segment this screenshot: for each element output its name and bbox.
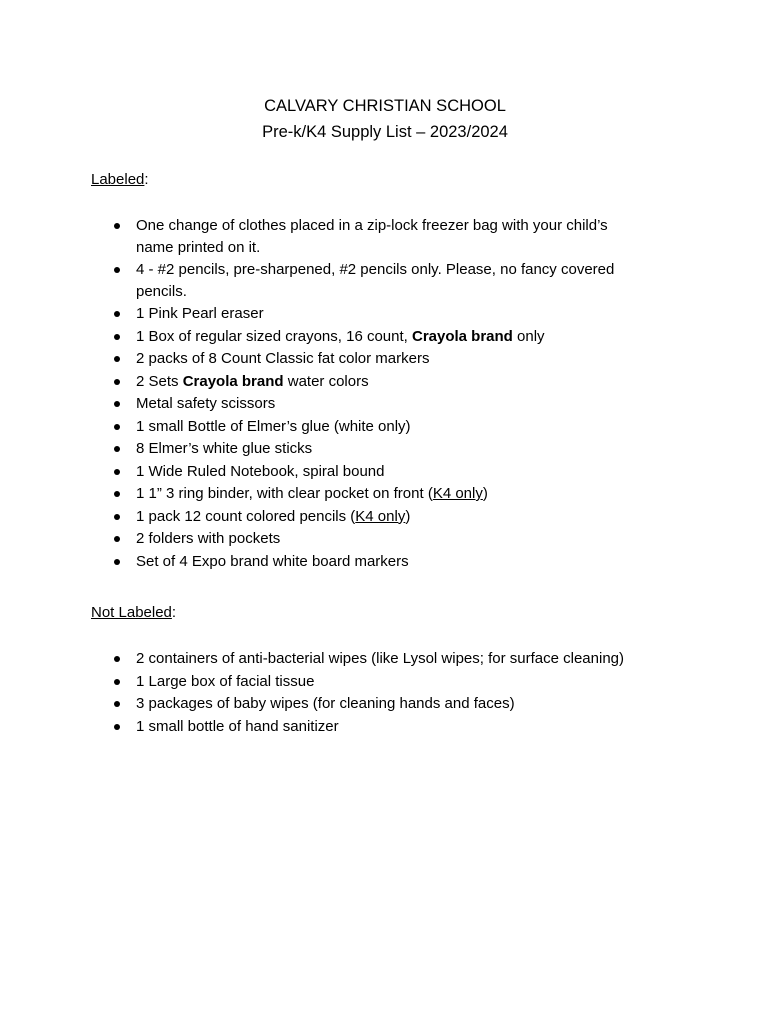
bullet-icon: [114, 424, 120, 430]
bullet-icon: [114, 701, 120, 707]
bullet-icon: [114, 724, 120, 730]
bullet-icon: [114, 559, 120, 565]
list-item: [0, 215, 770, 259]
list-item-text: 2 folders with pockets: [136, 530, 281, 547]
bullet-icon: [114, 311, 120, 317]
not-labeled-heading-colon: :: [171, 604, 177, 621]
list-item-text: Set of 4 Expo brand white board markers: [136, 552, 409, 570]
list-item-text: 2 packs of 8 Count Classic fat color markers: [136, 350, 430, 367]
list-item-text: 3 packages of baby wipes (for cleaning hands and faces): [136, 695, 515, 712]
list-item-text: only: [512, 327, 545, 345]
list-item-text: Metal safety scissors: [136, 395, 276, 412]
list-item: [0, 348, 770, 371]
list-item: [0, 716, 770, 739]
list-item-text: 2 containers of anti-bacterial wipes (like Lysol wipes; for surface cleaning): [136, 650, 625, 667]
list-item: [0, 693, 770, 716]
bullet-icon: [114, 379, 120, 385]
list-item-text: 1 Pink Pearl eraser: [136, 305, 264, 322]
bullet-icon: [114, 267, 120, 273]
list-item-text: pencils.: [136, 283, 187, 300]
brand-emphasis: Crayola brand: [411, 327, 513, 345]
list-item: [0, 648, 770, 671]
school-name: CALVARY CHRISTIAN SCHOOL: [264, 97, 506, 115]
list-item-text: One change of clothes placed in a zip-lock freezer bag with your child’s: [136, 217, 608, 234]
list-item: [0, 303, 770, 326]
list-item-text: 1 pack 12 count colored pencils (: [136, 507, 356, 525]
list-item: [0, 326, 770, 349]
k4-only-note: K4 only: [355, 507, 406, 525]
bullet-icon: [114, 446, 120, 452]
list-item-text: 1 Box of regular sized crayons, 16 count,: [136, 327, 412, 345]
list-item: [0, 483, 770, 506]
labeled-heading-text: Labeled: [91, 171, 145, 188]
labeled-heading-colon: :: [144, 171, 149, 188]
list-item: [0, 506, 770, 529]
bullet-icon: [114, 679, 120, 685]
bullet-icon: [114, 469, 120, 475]
list-item: [0, 371, 770, 394]
list-item-text: 8 Elmer’s white glue sticks: [136, 440, 313, 457]
bullet-icon: [114, 356, 120, 362]
list-item: [0, 393, 770, 416]
list-item: [0, 416, 770, 439]
bullet-icon: [114, 334, 120, 340]
list-item: [0, 461, 770, 484]
not-labeled-list: [0, 648, 770, 738]
k4-only-note: K4 only: [432, 485, 483, 502]
list-item-text: 1 1” 3 ring binder, with clear pocket on front (: [136, 485, 433, 502]
list-item-text: 2 Sets: [136, 372, 183, 390]
not-labeled-heading-text: Not Labeled: [91, 604, 172, 621]
list-item: [0, 671, 770, 694]
labeled-heading: [91, 170, 149, 190]
list-item-text: 1 small bottle of hand sanitizer: [136, 717, 339, 735]
bullet-icon: [114, 223, 120, 229]
supply-list-title: Pre-k/K4 Supply List – 2023/2024: [262, 123, 508, 141]
list-item: [0, 259, 770, 303]
list-item-text: 1 Wide Ruled Notebook, spiral bound: [136, 462, 385, 480]
not-labeled-heading: [91, 603, 176, 623]
list-item-text: name printed on it.: [136, 239, 261, 256]
bullet-icon: [114, 401, 120, 407]
list-item-text: 4 - #2 pencils, pre-sharpened, #2 pencils only. Please, no fancy covered: [136, 261, 615, 278]
list-item: [0, 551, 770, 574]
bullet-icon: [114, 656, 120, 662]
list-item-text: ): [482, 485, 488, 502]
list-item-text: water colors: [283, 372, 369, 390]
list-item-text: ): [405, 507, 411, 525]
list-item-text: 1 small Bottle of Elmer’s glue (white only): [136, 417, 411, 435]
bullet-icon: [114, 491, 120, 497]
brand-emphasis: Crayola brand: [182, 372, 284, 390]
list-item: [0, 528, 770, 551]
bullet-icon: [114, 514, 120, 520]
bullet-icon: [114, 536, 120, 542]
labeled-list: [0, 215, 770, 573]
list-item-text: 1 Large box of facial tissue: [136, 672, 315, 690]
list-item: [0, 438, 770, 461]
